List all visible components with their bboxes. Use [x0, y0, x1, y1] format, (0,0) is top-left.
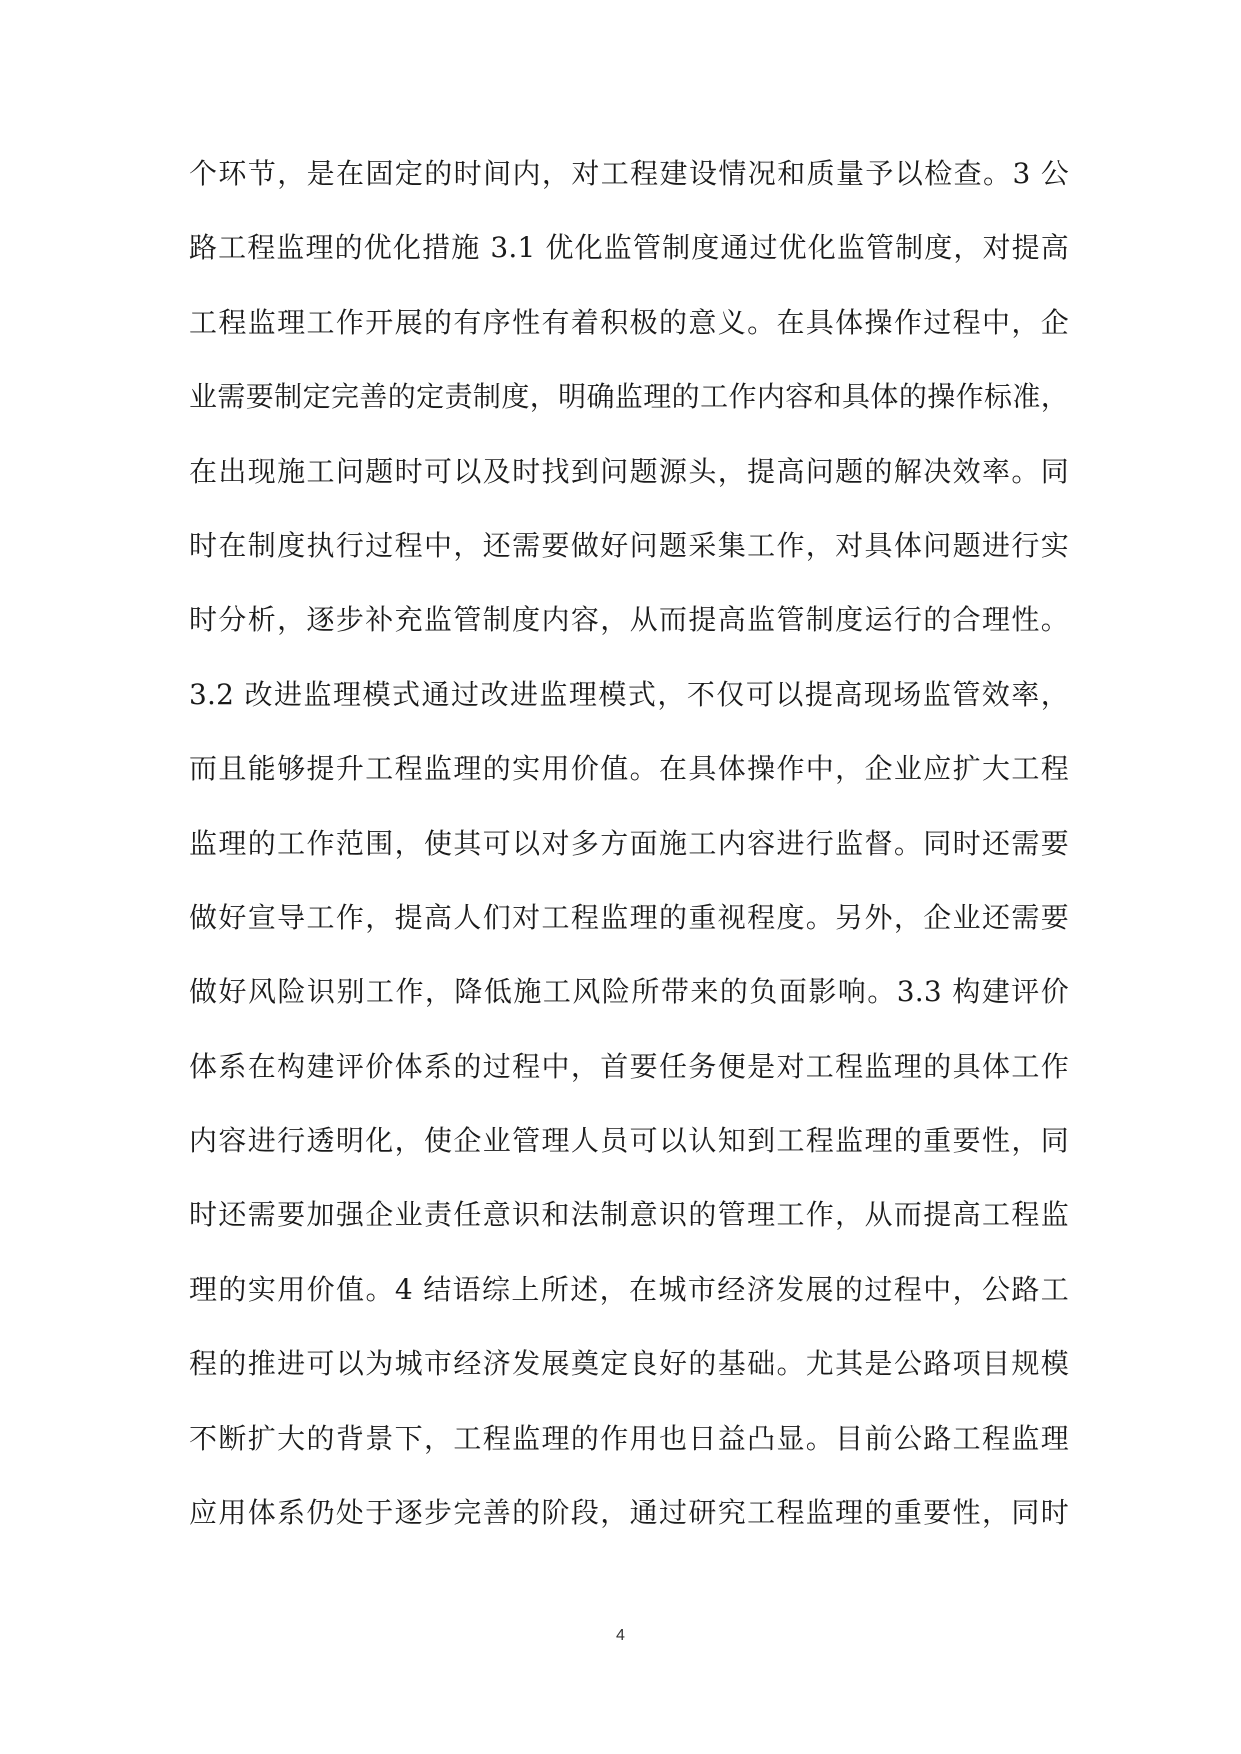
body-text [189, 148, 1069, 1561]
text-line: 业需要制定完善的定责制度，明确监理的工作内容和具体的操作标准， [189, 380, 1069, 414]
text-line: 内容进行透明化，使企业管理人员可以认知到工程监理的重要性，同 [189, 1124, 1069, 1158]
text-line: 程的推进可以为城市经济发展奠定良好的基础。尤其是公路项目规模 [189, 1347, 1069, 1381]
text-line: 工程监理工作开展的有序性有着积极的意义。在具体操作过程中，企 [189, 305, 1069, 339]
text-line: 而且能够提升工程监理的实用价值。在具体操作中，企业应扩大工程 [189, 752, 1069, 786]
page-number: 4 [616, 1627, 625, 1644]
text-line: 在出现施工问题时可以及时找到问题源头，提高问题的解决效率。同 [189, 454, 1069, 488]
text-line: 时在制度执行过程中，还需要做好问题采集工作，对具体问题进行实 [189, 528, 1069, 562]
text-line: 做好风险识别工作，降低施工风险所带来的负面影响。3.3 构建评价 [189, 975, 1069, 1009]
text-line: 监理的工作范围，使其可以对多方面施工内容进行监督。同时还需要 [189, 826, 1069, 860]
text-line: 体系在构建评价体系的过程中，首要任务便是对工程监理的具体工作 [189, 1049, 1069, 1083]
text-line: 3.2 改进监理模式通过改进监理模式，不仅可以提高现场监管效率， [189, 677, 1069, 711]
text-line: 做好宣导工作，提高人们对工程监理的重视程度。另外，企业还需要 [189, 900, 1069, 934]
text-line: 路工程监理的优化措施 3.1 优化监管制度通过优化监管制度，对提高 [189, 231, 1069, 265]
text-line: 理的实用价值。4 结语综上所述，在城市经济发展的过程中，公路工 [189, 1272, 1069, 1306]
text-line: 不断扩大的背景下，工程监理的作用也日益凸显。目前公路工程监理 [189, 1421, 1069, 1455]
text-line: 个环节，是在固定的时间内，对工程建设情况和质量予以检查。3 公 [189, 157, 1069, 190]
text-line: 时分析，逐步补充监管制度内容，从而提高监管制度运行的合理性。 [189, 603, 1069, 637]
text-line: 时还需要加强企业责任意识和法制意识的管理工作，从而提高工程监 [189, 1198, 1069, 1232]
text-line: 应用体系仍处于逐步完善的阶段，通过研究工程监理的重要性，同时 [189, 1496, 1069, 1530]
